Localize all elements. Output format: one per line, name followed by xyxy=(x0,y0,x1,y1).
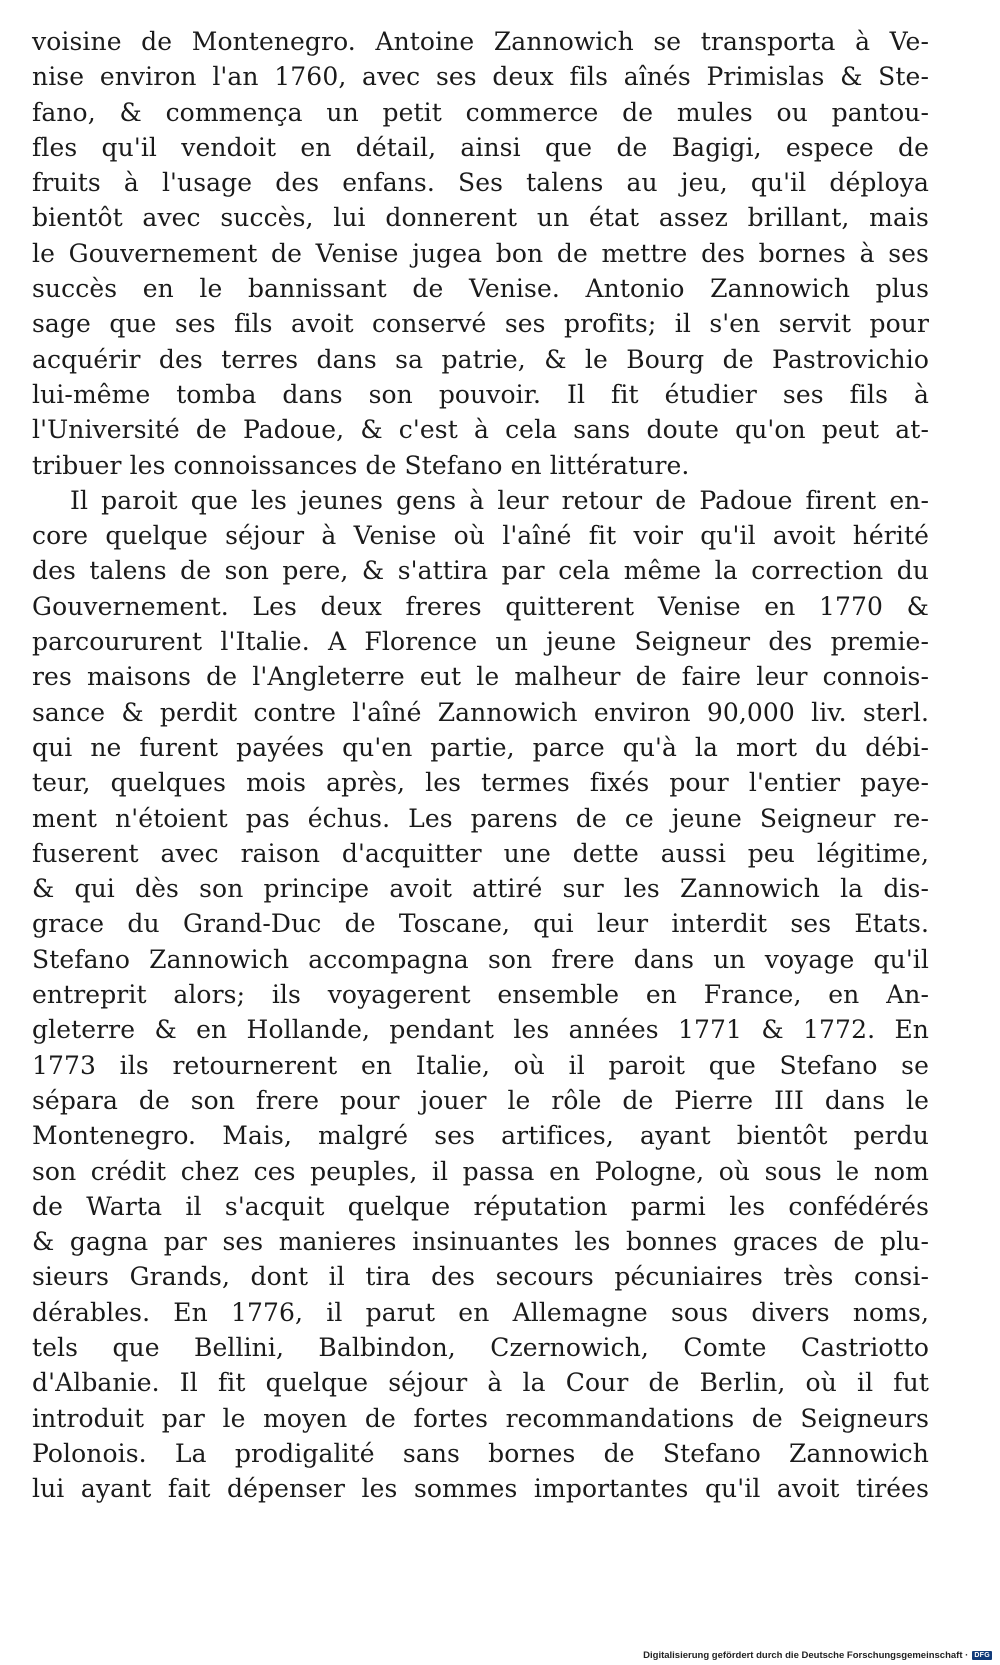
text-line: core quelque séjour à Venise où l'aîné fit voir qu'il avoit hérité xyxy=(32,521,929,551)
text-line: sance & perdit contre l'aîné Zannowich environ 90,000 liv. sterl. xyxy=(32,697,929,727)
text-line: fruits à l'usage des enfans. Ses talens au jeu, qu'il déploya xyxy=(32,168,929,198)
text-line: succès en le bannissant de Venise. Antonio Zannowich plus xyxy=(32,274,929,304)
text-line: d'Albanie. Il fit quelque séjour à la Cour de Berlin, où il fut xyxy=(32,1368,929,1398)
text-line: & qui dès son principe avoit attiré sur les Zannowich la dis- xyxy=(32,874,929,904)
text-line: son crédit chez ces peuples, il passa en Pologne, où sous le nom xyxy=(32,1156,929,1186)
credit-text: Digitalisierung gefördert durch die Deutsche Forschungsgemeinschaft · xyxy=(643,1650,969,1661)
text-line: grace du Grand-Duc de Toscane, qui leur interdit ses Etats. xyxy=(32,909,929,939)
text-line: parcoururent l'Italie. A Florence un jeune Seigneur des premie- xyxy=(32,627,929,657)
text-line: sieurs Grands, dont il tira des secours pécuniaires très consi- xyxy=(32,1262,929,1292)
body-text xyxy=(32,24,929,1506)
text-line: de Warta il s'acquit quelque réputation parmi les confédérés xyxy=(32,1191,929,1221)
text-line: & gagna par ses manieres insinuantes les bonnes graces de plu- xyxy=(32,1227,929,1257)
text-line: qui ne furent payées qu'en partie, parce qu'à la mort du débi- xyxy=(32,732,929,762)
text-line: tribuer les connoissances de Stefano en littérature. xyxy=(32,450,690,480)
text-line: sage que ses fils avoit conservé ses profits; il s'en servit pour xyxy=(32,309,929,339)
text-line: acquérir des terres dans sa patrie, & le Bourg de Pastrovichio xyxy=(32,344,929,374)
text-line: nise environ l'an 1760, avec ses deux fils aînés Primislas & Ste- xyxy=(32,62,929,92)
text-line: fles qu'il vendoit en détail, ainsi que de Bagigi, espece de xyxy=(32,132,929,162)
text-line: 1773 ils retournerent en Italie, où il paroit que Stefano se xyxy=(32,1050,929,1080)
digitization-credit xyxy=(643,1650,992,1661)
text-line: lui-même tomba dans son pouvoir. Il fit étudier ses fils à xyxy=(32,379,929,409)
text-line: voisine de Montenegro. Antoine Zannowich se transporta à Ve- xyxy=(32,27,929,56)
text-line: le Gouvernement de Venise jugea bon de mettre des bornes à ses xyxy=(32,238,929,268)
text-line: introduit par le moyen de fortes recommandations de Seigneurs xyxy=(32,1403,929,1433)
text-line: Polonois. La prodigalité sans bornes de Stefano Zannowich xyxy=(32,1438,929,1468)
text-line: des talens de son pere, & s'attira par cela même la correction du xyxy=(32,556,929,586)
dfg-logo-icon: DFG xyxy=(974,1652,990,1659)
text-line: l'Université de Padoue, & c'est à cela sans doute qu'on peut at- xyxy=(32,415,929,445)
text-line: tels que Bellini, Balbindon, Czernowich, Comte Castriotto xyxy=(32,1332,929,1362)
text-line: Gouvernement. Les deux freres quitterent Venise en 1770 & xyxy=(32,591,929,621)
text-line: lui ayant fait dépenser les sommes importantes qu'il avoit tirées xyxy=(32,1474,929,1504)
text-line: Stefano Zannowich accompagna son frere dans un voyage qu'il xyxy=(32,944,929,974)
text-line: Montenegro. Mais, malgré ses artifices, ayant bientôt perdu xyxy=(32,1121,929,1151)
text-line: Il paroit que les jeunes gens à leur retour de Padoue firent en- xyxy=(70,485,929,515)
text-line: fano, & commença un petit commerce de mules ou pantou- xyxy=(32,97,929,127)
text-line: dérables. En 1776, il parut en Allemagne sous divers noms, xyxy=(32,1297,929,1327)
text-line: entreprit alors; ils voyagerent ensemble en France, en An- xyxy=(32,980,929,1010)
text-line: teur, quelques mois après, les termes fixés pour l'entier paye- xyxy=(32,768,929,798)
text-line: ment n'étoient pas échus. Les parens de ce jeune Seigneur re- xyxy=(32,803,929,833)
text-line: sépara de son frere pour jouer le rôle de Pierre III dans le xyxy=(32,1085,929,1115)
text-line: bientôt avec succès, lui donnerent un état assez brillant, mais xyxy=(32,203,929,233)
text-line: fuserent avec raison d'acquitter une dette aussi peu légitime, xyxy=(32,838,929,868)
text-line: gleterre & en Hollande, pendant les années 1771 & 1772. En xyxy=(32,1015,929,1045)
text-line: res maisons de l'Angleterre eut le malheur de faire leur connois- xyxy=(32,662,929,692)
